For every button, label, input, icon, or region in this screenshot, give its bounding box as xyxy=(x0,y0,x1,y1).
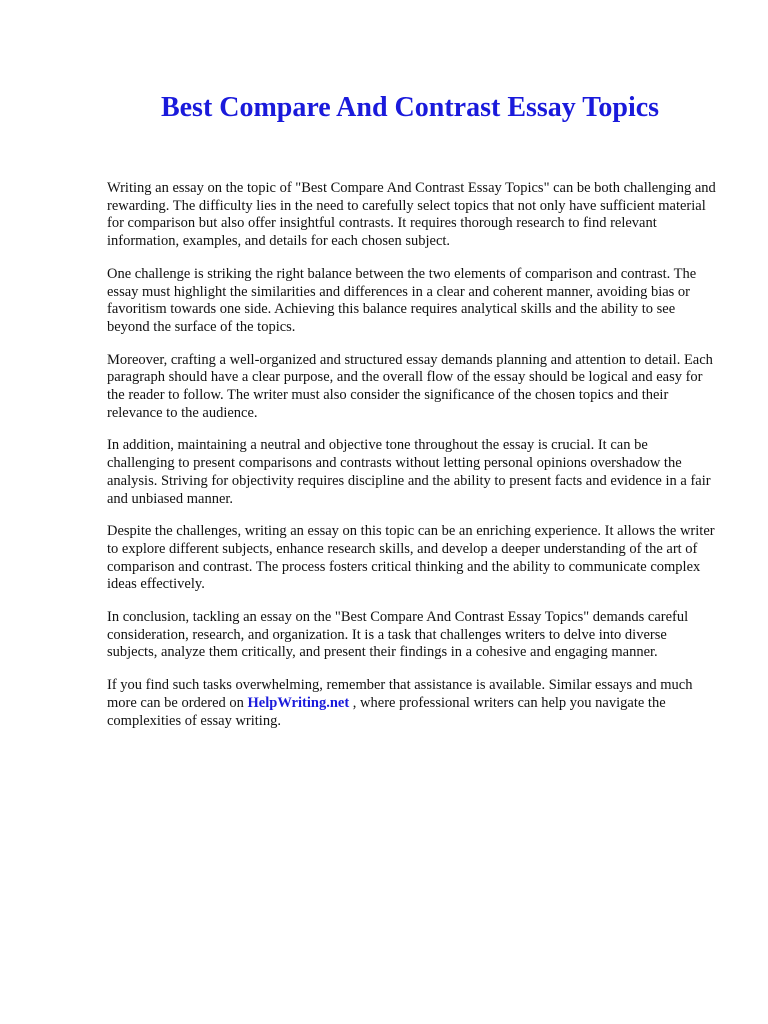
paragraph-7-text-after-link: , where professional writers can help you navigate the complexities of essay writing. xyxy=(107,694,666,729)
paragraph-7-text-before-link: If you find such tasks overwhelming, remember that assistance is available. Similar essays and much more can be ordered on xyxy=(107,677,693,711)
paragraph-6: In conclusion, tackling an essay on the "Best Compare And Contrast Essay Topics" demands careful consideration, research, and organization. It is a task that challenges writers to delve into diverse subjects, analyze them critically, and present their findings in a cohesive and engaging manner. xyxy=(107,609,689,661)
paragraph-2: One challenge is striking the right balance between the two elements of comparison and contrast. The essay must highlight the similarities and differences in a clear and coherent manner, avoiding bias or favoritism towards one side. Achieving this balance requires analytical skills and the ability to see beyond the surface of the topics. xyxy=(107,265,697,335)
paragraph-1: Writing an essay on the topic of "Best Compare And Contrast Essay Topics" can be both challenging and rewarding. The difficulty lies in the need to carefully select topics that not only have sufficient material for comparison but also offer insightful contrasts. It requires thorough research to find relevant information, examples, and details for each chosen subject. xyxy=(107,180,716,250)
paragraph-3: Moreover, crafting a well-organized and structured essay demands planning and attention to detail. Each paragraph should have a clear purpose, and the overall flow of the essay should be logical and easy for the reader to follow. The writer must also consider the significance of the chosen topics and their relevance to the audience. xyxy=(107,351,713,421)
paragraph-4: In addition, maintaining a neutral and objective tone throughout the essay is crucial. It can be challenging to present comparisons and contrasts without letting personal opinions overshadow the analysis. Striving for objectivity requires discipline and the ability to present facts and evidence in a fair and unbiased manner. xyxy=(107,437,711,507)
document-body xyxy=(107,180,717,745)
helpwriting-link[interactable]: HelpWriting.net xyxy=(247,694,350,711)
document-title: Best Compare And Contrast Essay Topics xyxy=(160,92,660,123)
paragraph-7 xyxy=(107,677,717,730)
paragraph-5: Despite the challenges, writing an essay on this topic can be an enriching experience. It allows the writer to explore different subjects, enhance research skills, and develop a deeper understanding of the art of comparison and contrast. The process fosters critical thinking and the ability to communicate complex ideas effectively. xyxy=(107,523,715,593)
